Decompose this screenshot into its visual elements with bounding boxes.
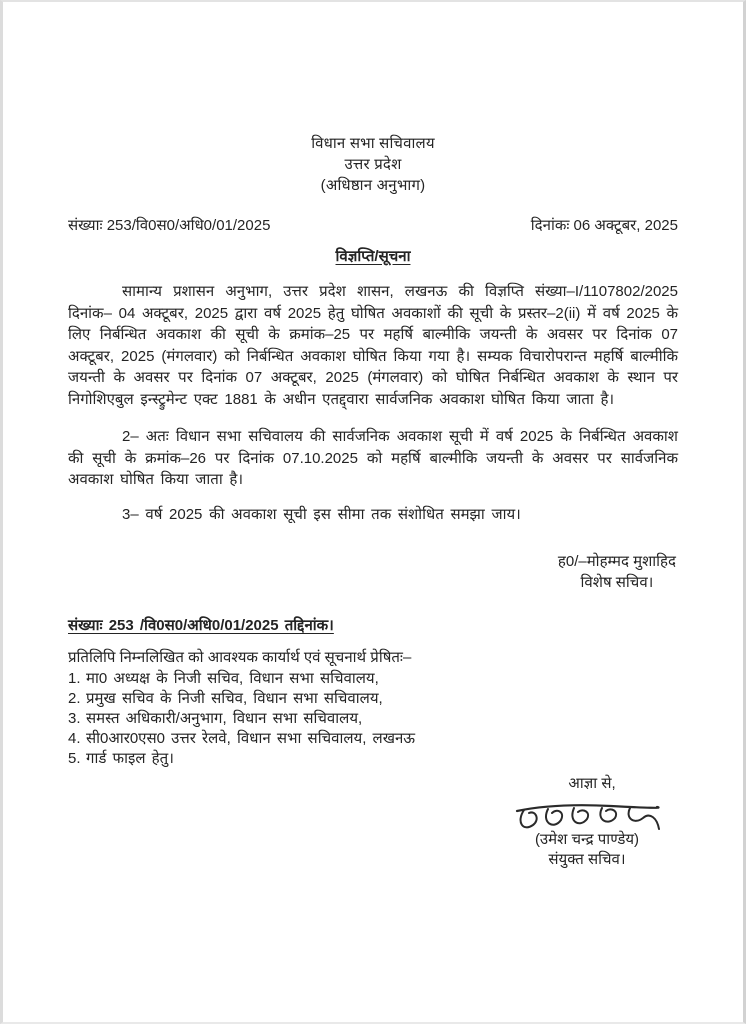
copy-reference-line: संख्याः 253 /वि0स0/अधि0/01/2025 तद्दिनांक। — [68, 617, 334, 634]
reference-row — [68, 215, 678, 237]
list-item — [68, 669, 678, 689]
letter-content — [68, 2, 678, 870]
paragraph-2: 2– अतः विधान सभा सचिवालय की सार्वजनिक अवकाश सूची में वर्ष 2025 के निर्बन्धित अवकाश की सूची के क्रमांक–26 पर दिनांक 07.10.2025 को महर्षि बाल्मीकि जयन्ती के अवसर पर सार्वजनिक अवकाश घोषित किया जाता है। — [68, 428, 678, 488]
list-item — [68, 709, 678, 729]
list-item-text: गार्ड फाइल हेतु। — [86, 749, 174, 767]
reference-number: संख्याः 253/वि0स0/अधि0/01/2025 — [68, 217, 271, 234]
signed-title: विशेष सचिव। — [580, 574, 654, 591]
org-section: (अधिष्ठान अनुभाग) — [320, 177, 426, 194]
signatory-title: संयुक्त सचिव। — [548, 850, 626, 868]
list-item-text: प्रमुख सचिव के निजी सचिव, विधान सभा सचिवालय, — [86, 689, 383, 707]
signed-name: ह0/–मोहम्मद मुशाहिद — [557, 553, 676, 570]
reference-date: दिनांकः 06 अक्टूबर, 2025 — [530, 217, 678, 234]
org-state: उत्तर प्रदेश — [344, 156, 402, 173]
org-name: विधान सभा सचिवालय — [311, 135, 435, 152]
letterhead — [68, 133, 678, 196]
by-order-label: आज्ञा से, — [568, 774, 616, 792]
list-item — [68, 689, 678, 709]
list-item-text: समस्त अधिकारी/अनुभाग, विधान सभा सचिवालय, — [86, 709, 363, 727]
list-item-number: 5. — [68, 749, 81, 767]
list-item — [68, 749, 678, 769]
signatory-block-special-secretary — [558, 551, 676, 593]
signatory-name: (उमेश चन्द्र पाण्डेय) — [534, 830, 640, 848]
signatory-block-joint-secretary — [511, 774, 663, 870]
notice-heading: विज्ञप्ति/सूचना — [335, 247, 411, 265]
copy-distribution-heading: प्रतिलिपि निम्नलिखित को आवश्यक कार्यार्थ एवं सूचनार्थ प्रेषितः– — [68, 648, 412, 666]
copy-distribution-list — [68, 669, 678, 769]
list-item — [68, 729, 678, 749]
paragraph-1: सामान्य प्रशासन अनुभाग, उत्तर प्रदेश शासन, लखनऊ की विज्ञप्ति संख्या–I/1107802/2025 दिनांक– 04 अक्टूबर, 2025 द्वारा वर्ष 2025 हेतु घोषित अवकाशों की सूची के प्रस्तर–2(ii) में वर्ष 2025 के लिए निर्बन्धित अवकाश की सूची के क्रमांक–25 पर महर्षि बाल्मीकि जयन्ती के अवसर पर दिनांक 07 अक्टूबर, 2025 (मंगलवार) को निर्बन्धित अवकाश घोषित किया गया है। सम्यक विचारोपरान्त महर्षि बाल्मीकि जयन्ती के अवसर पर दिनांक 07 अक्टूबर, 2025 (मंगलवार) को घोषित निर्बन्धित अवकाश के स्थान पर निगोशिएबुल इन्स्ट्रुमेन्ट एक्ट 1881 के अधीन एतद्द्वारा सार्वजनिक अवकाश घोषित किया जाता है। — [68, 283, 678, 408]
list-item-number: 1. — [68, 669, 81, 687]
list-item-text: सी0आर0एस0 उत्तर रेलवे, विधान सभा सचिवालय, लखनऊ — [86, 729, 416, 747]
list-item-number: 3. — [68, 709, 81, 727]
paragraph-3: 3– वर्ष 2025 की अवकाश सूची इस सीमा तक संशोधित समझा जाय। — [122, 505, 521, 523]
list-item-text: मा0 अध्यक्ष के निजी सचिव, विधान सभा सचिवालय, — [86, 669, 379, 687]
list-item-number: 4. — [68, 729, 81, 747]
list-item-number: 2. — [68, 689, 81, 707]
